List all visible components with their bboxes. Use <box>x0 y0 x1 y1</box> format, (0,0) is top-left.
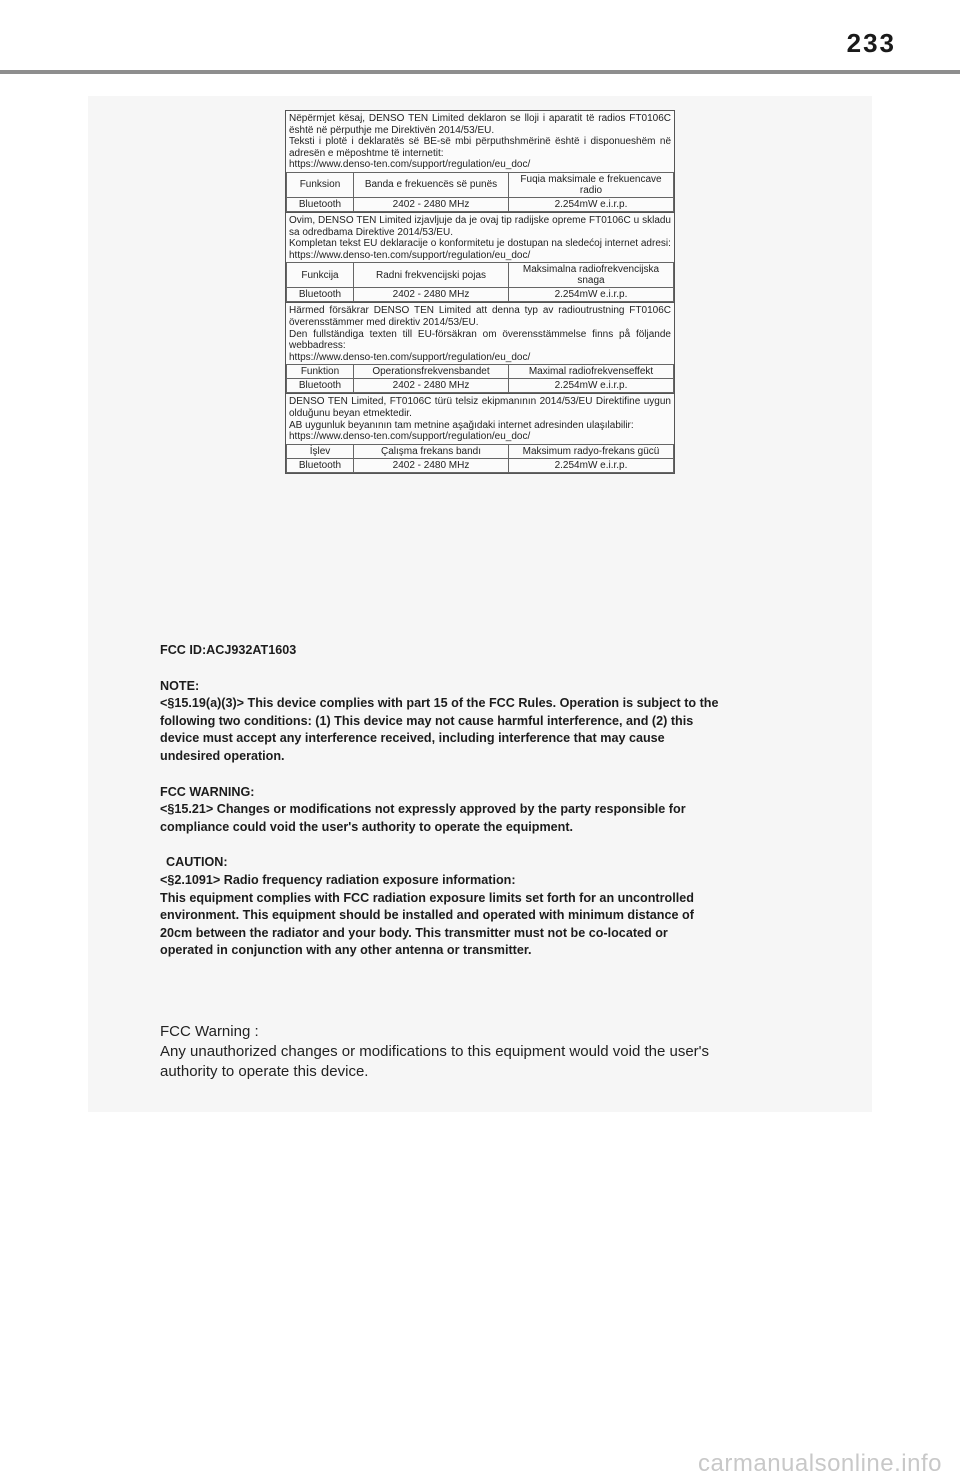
table-cell: 2402 - 2480 MHz <box>354 288 509 302</box>
table-header-cell: Funksion <box>287 172 354 197</box>
note-text: <§15.19(a)(3)> This device complies with part 15 of the FCC Rules. Operation is subject to the following two conditions: (1) This device may not cause harmful interference, and (2) this device must accept any interference received, including interference that may cause undesired operation. <box>160 696 719 763</box>
table-header-cell: Operationsfrekvensbandet <box>354 365 509 379</box>
table-header-cell: Maksimum radyo-frekans gücü <box>509 444 674 458</box>
table-cell: 2.254mW e.i.r.p. <box>509 197 674 211</box>
spec-table <box>286 262 674 302</box>
declaration-line: DENSO TEN Limited, FT0106C türü telsiz ekipmanının 2014/53/EU Direktifine uygun olduğunu beyan etmektedir. <box>289 396 671 419</box>
spec-table <box>286 364 674 393</box>
declaration-url: https://www.denso-ten.com/support/regulation/eu_doc/ <box>289 249 531 261</box>
table-header-cell: Funktion <box>287 365 354 379</box>
table-header-cell: Radni frekvencijski pojas <box>354 263 509 288</box>
fcc-statements <box>160 642 720 960</box>
declaration-url: https://www.denso-ten.com/support/regulation/eu_doc/ <box>289 159 531 171</box>
watermark-text: carmanualsonline.info <box>698 1450 942 1477</box>
table-cell: 2402 - 2480 MHz <box>354 458 509 472</box>
fcc-warning-plain-text: Any unauthorized changes or modifications to this equipment would void the user's authority to operate this device. <box>160 1043 710 1080</box>
table-header-row <box>287 444 674 458</box>
table-cell: 2.254mW e.i.r.p. <box>509 458 674 472</box>
header-rule <box>0 70 960 74</box>
table-header-cell: Banda e frekuencës së punës <box>354 172 509 197</box>
table-header-cell: İşlev <box>287 444 354 458</box>
declaration-turkish <box>286 393 674 472</box>
spec-table <box>286 172 674 212</box>
table-cell: 2.254mW e.i.r.p. <box>509 379 674 393</box>
declaration-line: AB uygunluk beyanının tam metnine aşağıdaki internet adresinden ulaşılabilir: <box>289 419 634 431</box>
declaration-line: Kompletan tekst EU deklaracije o konformitetu je dostupan na sledećoj internet adresi: <box>289 238 671 250</box>
caution-subheading: <§2.1091> Radio frequency radiation exposure information: <box>160 872 516 887</box>
declaration-line: Den fullständiga texten till EU-försäkran om överensstämmelse finns på följande webbadress: <box>289 328 671 352</box>
table-cell: 2402 - 2480 MHz <box>354 197 509 211</box>
table-header-cell: Fuqia maksimale e frekuencave radio <box>509 172 674 197</box>
declaration-url: https://www.denso-ten.com/support/regulation/eu_doc/ <box>289 431 531 443</box>
table-cell: Bluetooth <box>287 197 354 211</box>
table-row <box>287 458 674 472</box>
table-header-row <box>287 172 674 197</box>
fcc-id: FCC ID:ACJ932AT1603 <box>160 643 297 657</box>
table-cell: Bluetooth <box>287 288 354 302</box>
table-header-cell: Maximal radiofrekvenseffekt <box>509 365 674 379</box>
fcc-warning-plain <box>160 1022 760 1082</box>
caution-text: This equipment complies with FCC radiation exposure limits set forth for an uncontrolled environment. This equipment should be installed and operated with minimum distance of 20cm between the radiator and your body. This transmitter must not be co-located or operated in conjunction with any other antenna or transmitter. <box>160 890 694 958</box>
declaration-line: Härmed försäkrar DENSO TEN Limited att denna typ av radioutrustning FT0106C överensstämmer med direktiv 2014/53/EU. <box>289 305 671 328</box>
declaration-albanian <box>286 111 674 212</box>
declaration-url: https://www.denso-ten.com/support/regulation/eu_doc/ <box>289 351 531 363</box>
eu-declarations-box <box>285 110 675 474</box>
declaration-line: Nëpërmjet kësaj, DENSO TEN Limited deklaron se lloji i aparatit të radios FT0106C është në përputhje me Direktivën 2014/53/EU. <box>289 113 671 136</box>
table-header-row <box>287 263 674 288</box>
fcc-warning-text: <§15.21> Changes or modifications not expressly approved by the party responsible for compliance could void the user's authority to operate the equipment. <box>160 802 686 834</box>
caution-heading: CAUTION: <box>166 855 228 870</box>
table-cell: Bluetooth <box>287 379 354 393</box>
fcc-warning-plain-heading: FCC Warning : <box>160 1023 259 1040</box>
table-header-cell: Funkcija <box>287 263 354 288</box>
table-row <box>287 197 674 211</box>
declaration-serbian <box>286 212 674 302</box>
declaration-line: Teksti i plotë i deklaratës së BE-së mbi përputhshmërinë është i disponueshëm në adresën e mëposhtme të internetit: <box>289 136 671 159</box>
table-header-cell: Maksimalna radiofrekvencijska snaga <box>509 263 674 288</box>
page-number: 233 <box>846 28 896 58</box>
declaration-swedish <box>286 302 674 393</box>
note-heading: NOTE: <box>160 678 200 693</box>
table-row <box>287 288 674 302</box>
spec-table <box>286 444 674 473</box>
table-row <box>287 379 674 393</box>
table-cell: Bluetooth <box>287 458 354 472</box>
table-header-row <box>287 365 674 379</box>
declaration-line: Ovim, DENSO TEN Limited izjavljuje da je ovaj tip radijske opreme FT0106C u skladu sa odredbama Direktive 2014/53/EU. <box>289 214 671 238</box>
table-header-cell: Çalışma frekans bandı <box>354 444 509 458</box>
fcc-warning-heading: FCC WARNING: <box>160 784 255 799</box>
table-cell: 2.254mW e.i.r.p. <box>509 288 674 302</box>
table-cell: 2402 - 2480 MHz <box>354 379 509 393</box>
